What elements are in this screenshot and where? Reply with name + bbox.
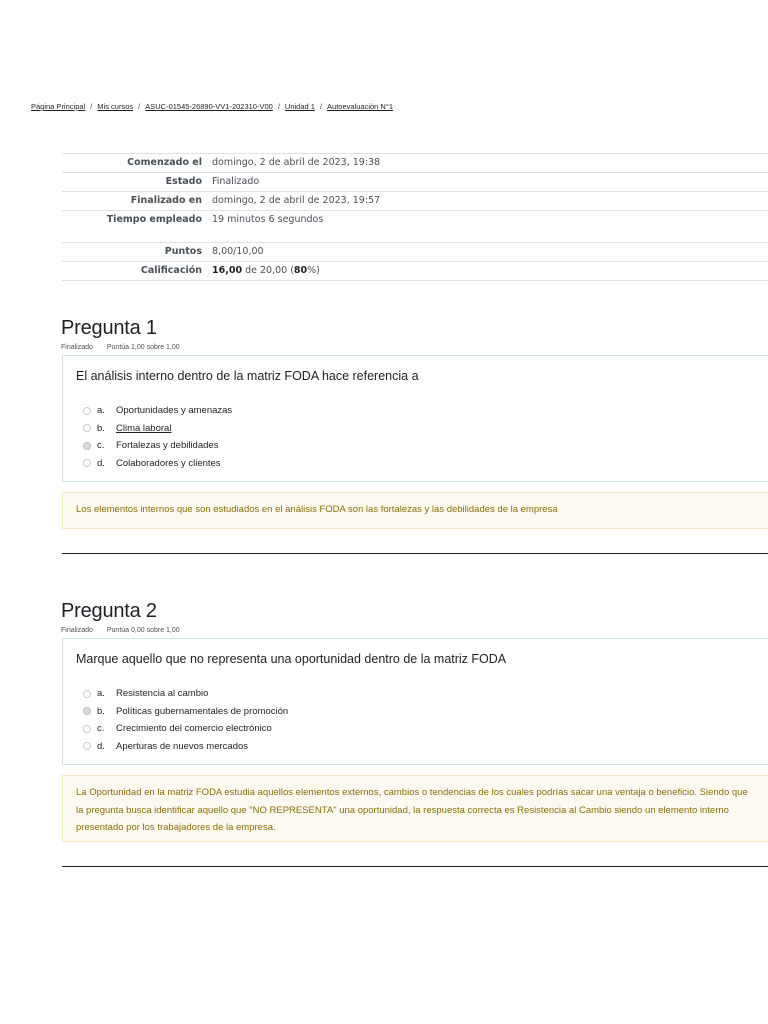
summary-value <box>208 262 768 281</box>
question-divider <box>62 866 768 867</box>
breadcrumb-quiz-link[interactable]: Autoevaluación N°1 <box>327 102 394 111</box>
answer-text: Resistencia al cambio <box>116 688 209 700</box>
summary-label: Calificación <box>140 265 202 276</box>
answer-list <box>83 402 232 472</box>
question-text: Marque aquello que no representa una oportunidad dentro de la matriz FODA <box>76 652 507 666</box>
radio-icon[interactable] <box>83 424 91 432</box>
question-title: Pregunta 2 <box>61 600 157 622</box>
radio-icon[interactable] <box>83 742 91 750</box>
answer-list <box>83 685 288 755</box>
question-text: El análisis interno dentro de la matriz FODA hace referencia a <box>76 369 419 383</box>
answer-text: Aperturas de nuevos mercados <box>116 740 249 752</box>
answer-option[interactable] <box>83 738 288 756</box>
radio-icon[interactable] <box>83 690 91 698</box>
summary-value: domingo, 2 de abril de 2023, 19:57 <box>212 195 381 206</box>
question-title: Pregunta 1 <box>61 317 157 339</box>
breadcrumb-my-courses-link[interactable]: Mis cursos <box>97 102 134 111</box>
question-info <box>61 627 180 634</box>
summary-value: domingo, 2 de abril de 2023, 19:38 <box>212 157 381 168</box>
summary-value: 19 minutos 6 segundos <box>212 214 324 225</box>
answer-text: Colaboradores y clientes <box>116 457 221 469</box>
answer-option[interactable] <box>83 455 232 473</box>
answer-text: Políticas gubernamentales de promoción <box>116 705 289 717</box>
summary-label: Puntos <box>164 246 202 257</box>
summary-label: Estado <box>165 176 202 187</box>
grade-percent-suffix: %) <box>307 265 320 276</box>
answer-option[interactable] <box>83 685 288 703</box>
attempt-summary-table <box>62 153 768 281</box>
summary-row-grade <box>62 262 768 281</box>
answer-letter: a. <box>97 688 105 700</box>
answer-letter: b. <box>97 705 105 717</box>
question-feedback: Los elementos internos que son estudiados en el análisis FODA son las fortalezas y las debilidades de la empresa <box>62 492 768 529</box>
summary-label: Finalizado en <box>130 195 202 206</box>
summary-row-points <box>62 243 768 262</box>
question-content <box>62 638 768 765</box>
summary-label: Tiempo empleado <box>106 214 202 225</box>
grade-percent: 80 <box>293 265 308 276</box>
answer-text: Crecimiento del comercio electrónico <box>116 723 272 735</box>
breadcrumb-separator: / <box>90 102 93 111</box>
answer-option[interactable] <box>83 703 288 721</box>
grade-score: 16,00 <box>212 265 243 276</box>
radio-selected-icon[interactable] <box>83 707 91 715</box>
question-content <box>62 355 768 482</box>
answer-option[interactable] <box>83 437 232 455</box>
answer-option[interactable] <box>83 720 288 738</box>
summary-value: 8,00/10,00 <box>212 246 264 257</box>
breadcrumb-separator: / <box>319 102 323 111</box>
answer-option[interactable] <box>83 402 232 420</box>
answer-letter: d. <box>97 740 105 752</box>
summary-label: Comenzado el <box>127 157 202 168</box>
answer-option[interactable] <box>83 420 232 438</box>
answer-letter: c. <box>97 440 105 452</box>
grade-of-text: de 20,00 ( <box>245 265 294 276</box>
question-points: Puntúa 1,00 sobre 1,00 <box>106 344 180 351</box>
radio-selected-icon[interactable] <box>83 442 91 450</box>
breadcrumb-separator: / <box>277 102 280 111</box>
question-state: Finalizado <box>61 627 93 634</box>
breadcrumb-unit-link[interactable]: Unidad 1 <box>284 102 315 111</box>
radio-icon[interactable] <box>83 407 91 415</box>
breadcrumb-course-link[interactable]: ASUC-01545-26890-VV1-202310-V00 <box>145 102 273 111</box>
breadcrumb <box>31 102 393 111</box>
radio-icon[interactable] <box>83 725 91 733</box>
summary-row-time <box>62 211 768 243</box>
answer-text: Fortalezas y debilidades <box>116 440 219 452</box>
summary-row-finished <box>62 192 768 211</box>
answer-letter: b. <box>97 422 105 434</box>
radio-icon[interactable] <box>83 459 91 467</box>
question-feedback: La Oportunidad en la matriz FODA estudia aquellos elementos externos, cambios o tendencias de los cuales podrías sacar una ventaja o beneficio. Siendo que la pregunta busca identificar aquello que "NO REPRESENTA" una oportunidad, la respuesta correcta es Resistencia al Cambio siendo un elemento interno presentado por los trabajadores de la empresa. <box>62 775 768 842</box>
answer-text: Oportunidades y amenazas <box>116 405 233 417</box>
answer-text[interactable]: Clima laboral <box>116 422 172 434</box>
answer-letter: a. <box>97 405 105 417</box>
summary-value: Finalizado <box>212 176 260 187</box>
summary-row-state <box>62 173 768 192</box>
answer-letter: c. <box>97 723 105 735</box>
question-info <box>61 344 180 351</box>
summary-row-started <box>62 154 768 173</box>
question-state: Finalizado <box>61 344 93 351</box>
breadcrumb-separator: / <box>138 102 141 111</box>
breadcrumb-home-link[interactable]: Página Principal <box>31 102 86 111</box>
question-points: Puntúa 0,00 sobre 1,00 <box>106 627 180 634</box>
question-divider <box>62 553 768 554</box>
answer-letter: d. <box>97 457 105 469</box>
